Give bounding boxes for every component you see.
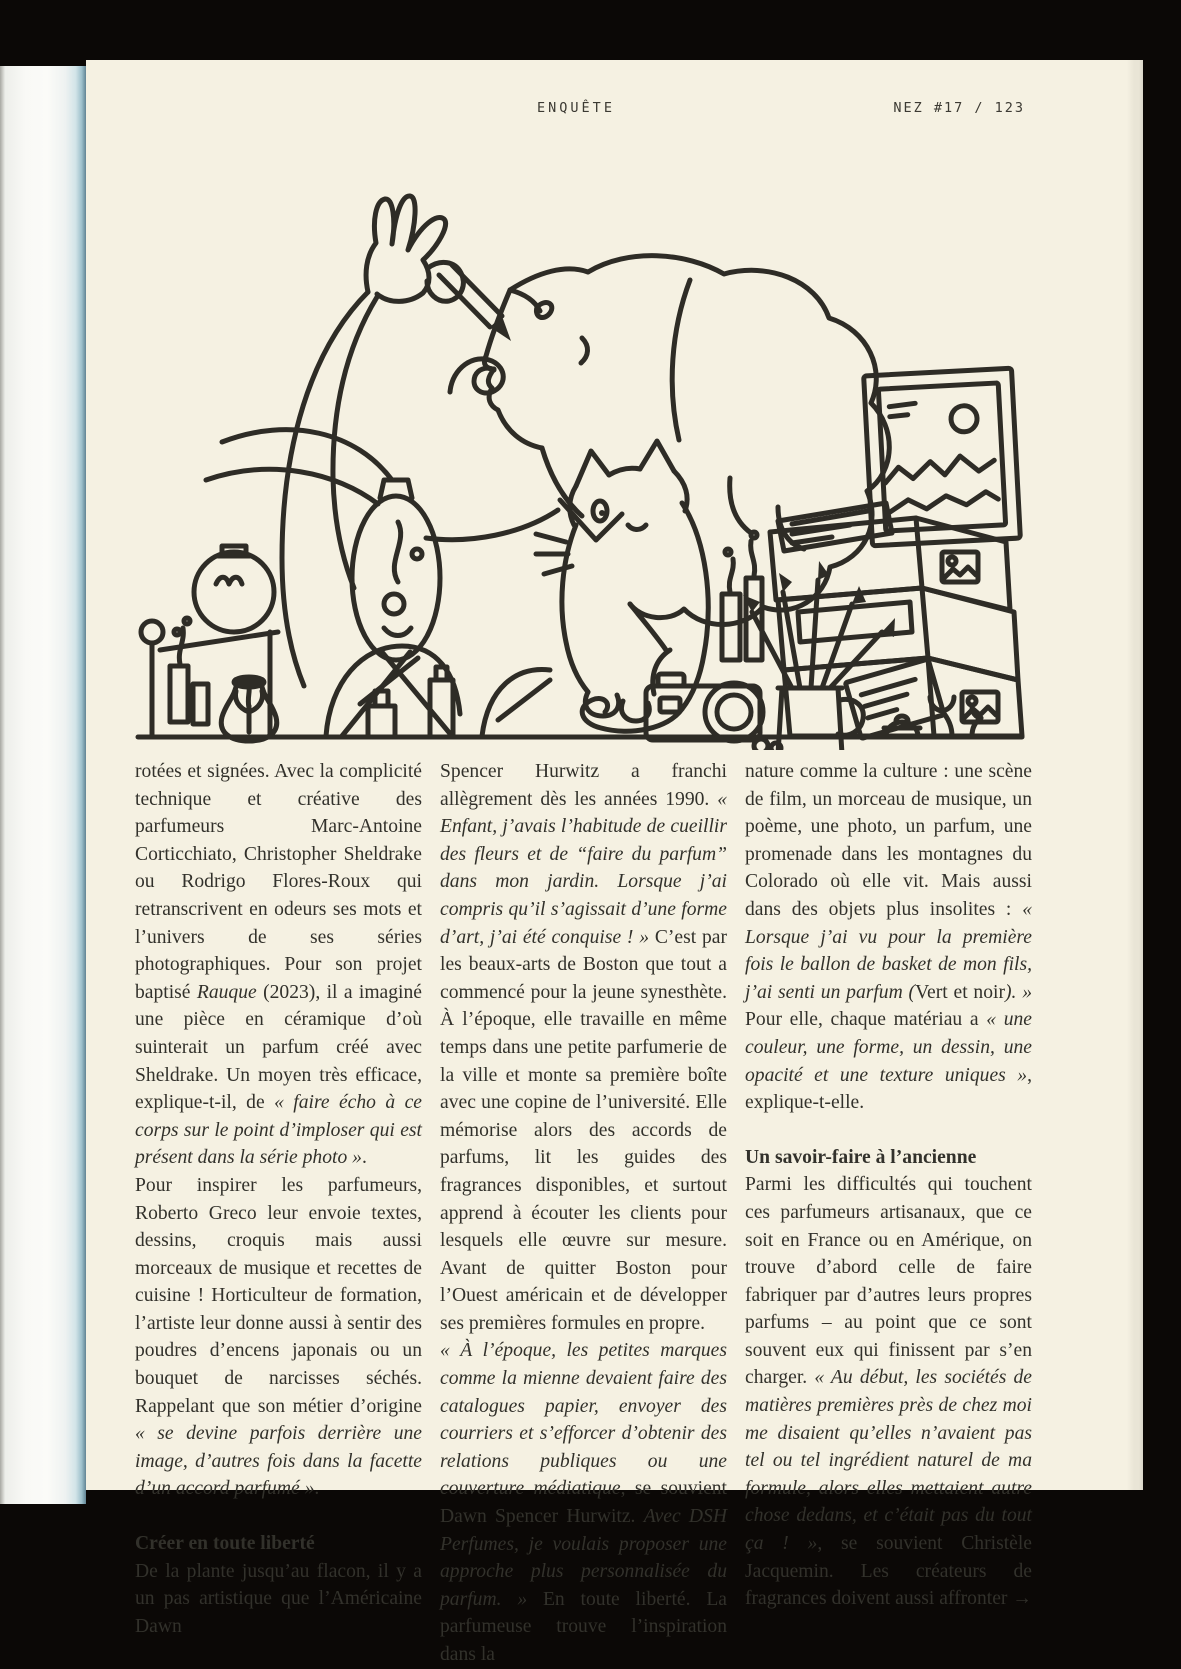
perfume-bottles <box>368 667 453 737</box>
text-column-3 <box>745 758 1032 1669</box>
paragraph: « À l’époque, les petites marques comme la mienne devaient faire des catalogues papier, envoyer des courriers et s’efforcer d’obtenir des relations publiques ou une couverture médiatique, se souvient Dawn Spencer Hurwitz. Avec DSH Perfumes, je voulais proposer une approche plus personnalisée du parfum. » En toute liberté. La parfumeuse trouve l’inspiration dans la <box>440 1340 728 1665</box>
paragraph: Parmi les difficultés qui touchent ces parfumeurs artisanaux, que ce soit en France ou en Amérique, on trouve d’abord celle de faire fabriquer par d’autres leurs propres parfums – au point que ce sont souvent eux qui finissent par s’en charger. « Au début, les sociétés de matières premières près de chez moi me disaient qu’elles n’avaient pas tel ou tel ingrédient naturel de ma formule, alors elles mettaient autre chose dedans, et c’était pas du tout ça ! », se souvient Christèle Jacquemin. Les créateurs de fragrances doivent aussi affronter → <box>745 1174 1032 1610</box>
illustration <box>130 180 1030 750</box>
camera <box>646 674 763 741</box>
retort-neck <box>206 430 392 504</box>
subheading: Un savoir-faire à l’ancienne <box>745 1146 977 1168</box>
paragraph: De la plante jusqu’au flacon, il y a un pas artistique que l’Américaine Dawn <box>135 1560 422 1637</box>
subheading: Créer en toute liberté <box>135 1533 315 1555</box>
page-right-edge <box>1127 60 1143 1490</box>
paragraph: rotées et signées. Avec la complicité technique et créative des parfumeurs Marc-Antoine Corticchiato, Christopher Sheldrake ou Rodrigo Flores-Roux qui retranscrivent en odeurs ses mots et l’univers de ses séries photographiques. Pour son projet baptisé Rauque (2023), il a imaginé une pièce en céramique d’où suinterait un parfum créé avec Sheldrake. Un moyen très efficace, explique-t-il, de « faire écho à ce corps sur le point d’imploser qui est présent dans la série photo ». <box>135 761 422 1169</box>
vials-with-sprigs <box>170 618 208 724</box>
oval-flask-on-tripod <box>342 480 452 736</box>
paragraph: Pour inspirer les parfumeurs, Roberto Greco leur envoie textes, dessins, croquis mais aussi morceaux de musique et recettes de cuisine ! Horticulteur de formation, l’artiste leur donne aussi à sentir des poudres d’encens japonais ou un bouquet de narcisses séchés. Rappelant que son métier d’origine « se devine parfois derrière une image, d’autres fois dans la facette d’un accord parfumé ». <box>135 1174 422 1500</box>
paragraph: nature comme la culture : une scène de film, un morceau de musique, un poème, une photo, un parfum, une promenade dans les montagnes du Colorado où elle vit. Mais aussi dans des objets plus insolites : « Lorsque j’ai vu pour la première fois le ballon de basket de mon fils, j’ai senti un parfum (Vert et noir). » Pour elle, chaque matériau a « une couleur, une forme, un dessin, une opacité et une texture uniques », explique-t-elle. <box>745 761 1032 1114</box>
paragraph: Spencer Hurwitz a franchi allègrement dès les années 1990. « Enfant, j’avais l’habitude de cueillir des fleurs et de “faire du parfum” dans mon jardin. Lorsque j’ai compris qu’il s’agissait d’une forme d’art, j’ai été conquise ! » C’est par les beaux-arts de Boston que tout a commencé pour la jeune synesthète. À l’époque, elle travaille en même temps dans une petite parfumerie de la ville et monte sa première boîte avec une copine de l’université. Elle mémorise alors des accords de parfums, lit les guides des fragrances disponibles, et surtout apprend à écouter les clients pour lesquels elle œuvre sur mesure. Avant de quitter Boston pour l’Ouest américain et de développer ses premières formules en propre. <box>440 761 727 1334</box>
pencil-cup <box>743 561 895 750</box>
vials-with-sprigs <box>722 532 762 660</box>
scent-swirl <box>450 359 503 393</box>
magazine-page <box>86 60 1143 1665</box>
photo-boxes <box>770 503 1022 736</box>
running-head-folio: NEZ #17 / 123 <box>893 100 1025 116</box>
text-column-1 <box>135 758 422 1669</box>
text-column-2 <box>440 758 727 1669</box>
raised-hand <box>366 196 446 301</box>
article-text <box>135 758 1032 1669</box>
book-page-edges <box>0 66 86 1504</box>
running-head-section: ENQUÊTE <box>537 100 615 116</box>
